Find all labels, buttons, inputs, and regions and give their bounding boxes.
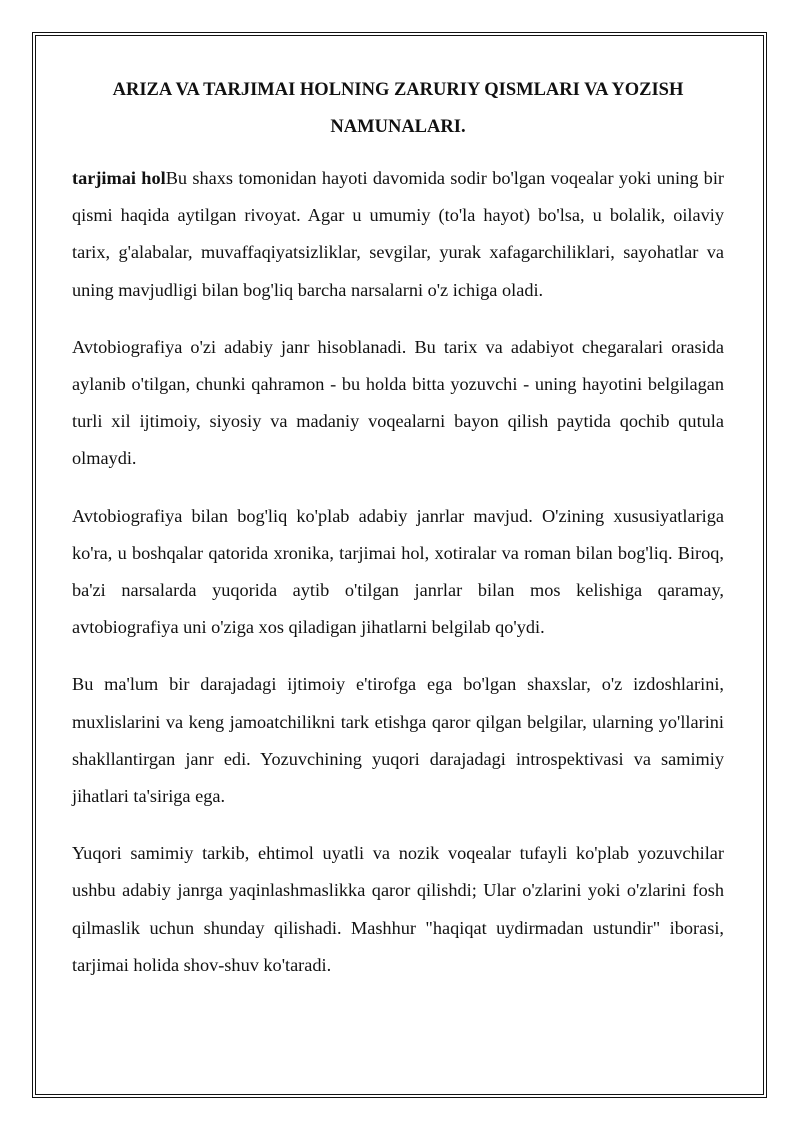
- paragraph-1: [72, 160, 724, 309]
- paragraph-text: Bu ma'lum bir darajadagi ijtimoiy e'tirofga ega bo'lgan shaxslar, o'z izdoshlarini, muxlislarini va keng jamoatchilikni tark etishga qaror qilgan belgilar, ularning yo'llarini shakllantirgan janr edi. Yozuvchining yuqori darajadagi introspektivasi va samimiy jihatlari ta'siriga ega.: [72, 674, 724, 807]
- paragraph-text: Avtobiografiya o'zi adabiy janr hisoblanadi. Bu tarix va adabiyot chegaralari orasida aylanib o'tilgan, chunki qahramon - bu holda bitta yozuvchi - uning hayotini belgilagan turli xil ijtimoiy, siyosiy va madaniy voqealarni bayon qilish paytida qochib qutula olmaydi.: [72, 336, 724, 469]
- paragraph-text: Bu shaxs tomonidan hayoti davomida sodir bo'lgan voqealar yoki uning bir qismi haqida aytilgan rivoyat. Agar u umumiy (to'la hayot) bo'lsa, u bolalik, oilaviy tarix, g'alabalar, muvaffaqiyatsizliklar, sevgilar, yurak xafagarchiliklari, sayohatlar va uning mavjudligi bilan bog'liq barcha narsalarni o'z ichiga oladi.: [72, 168, 724, 300]
- paragraph-text: Yuqori samimiy tarkib, ehtimol uyatli va nozik voqealar tufayli ko'plab yozuvchilar ushbu adabiy janrga yaqinlashmaslikka qaror qilishdi; Ular o'zlarini yoki o'zlarini fosh qilmaslik uchun shunday qilishadi. Mashhur "haqiqat uydirmadan ustundir" iborasi, tarjimai holida shov-shuv ko'taradi.: [72, 843, 724, 975]
- paragraph-3: [72, 498, 724, 647]
- paragraph-4: [72, 666, 724, 815]
- document-body: [72, 72, 724, 1004]
- lead-term: tarjimai hol: [72, 168, 166, 188]
- document-title: ARIZA VA TARJIMAI HOLNING ZARURIY QISMLARI VA YOZISH NAMUNALARI.: [112, 80, 684, 137]
- paragraph-5: [72, 835, 724, 984]
- paragraph-text: Avtobiografiya bilan bog'liq ko'plab adabiy janrlar mavjud. O'zining xususiyatlariga ko'ra, u boshqalar qatorida xronika, tarjimai hol, xotiralar va roman bilan bog'liq. Biroq, ba'zi narsalarda yuqorida aytib o'tilgan janrlar bilan mos kelishiga qaramay, avtobiografiya uni o'ziga xos qiladigan jihatlarni belgilab qo'ydi.: [72, 505, 724, 638]
- paragraph-2: [72, 329, 724, 478]
